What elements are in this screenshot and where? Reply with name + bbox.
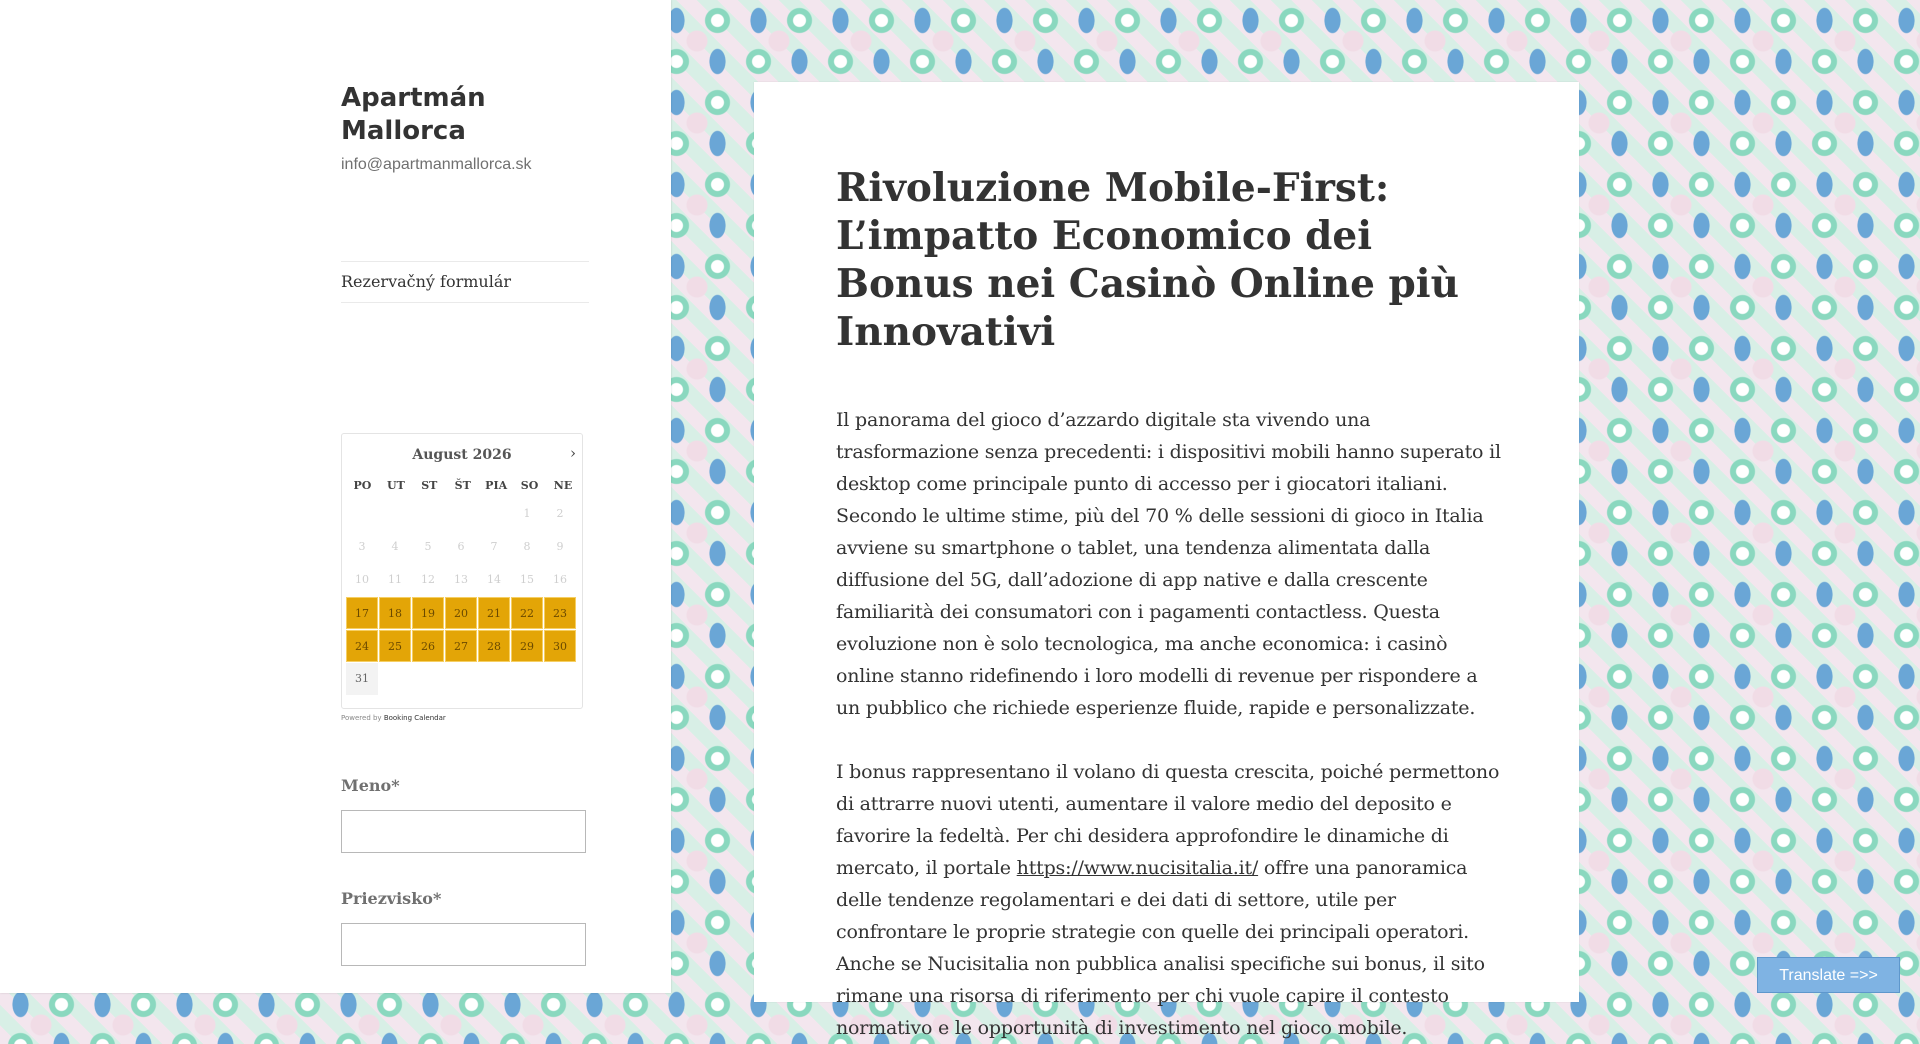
calendar-weekday: SO	[520, 479, 539, 492]
powered-by	[341, 714, 446, 722]
calendar-day[interactable]: 17	[346, 597, 378, 629]
article-title: Rivoluzione Mobile-First: L’impatto Economico dei Bonus nei Casinò Online più Innovativi	[836, 165, 1459, 355]
calendar-day[interactable]: 30	[544, 630, 576, 662]
last-name-label: Priezvisko*	[341, 889, 442, 908]
calendar-day: 7	[490, 540, 498, 553]
calendar-day: 6	[457, 540, 465, 553]
calendar-month-label: August 2026	[412, 447, 512, 463]
paragraph-text: I bonus rappresentano il volano di questa crescita, poiché permettono di attrarre nuovi utenti, aumentare il valore medio del deposito e favorire la fedeltà. Per chi desidera approfondire le dinamiche di mercato, il portale	[836, 761, 1500, 879]
article-card	[754, 82, 1579, 1039]
calendar-week-row	[346, 663, 580, 696]
calendar-day: 15	[520, 573, 534, 586]
calendar-day: 12	[421, 573, 435, 586]
chevron-right-icon[interactable]: ›	[570, 444, 576, 462]
calendar-day: 10	[355, 573, 369, 586]
calendar-weekday: ŠT	[454, 479, 471, 492]
calendar-day: 3	[358, 540, 366, 553]
sidebar	[0, 0, 671, 993]
calendar-day	[412, 498, 444, 530]
calendar-day	[346, 498, 378, 530]
article-paragraph	[836, 756, 1501, 1044]
calendar-day[interactable]: 25	[379, 630, 411, 662]
calendar-day	[379, 498, 411, 530]
calendar-day	[379, 663, 411, 695]
article	[836, 164, 1501, 1044]
calendar-day[interactable]: 28	[478, 630, 510, 662]
first-name-input[interactable]	[341, 810, 586, 853]
calendar-day[interactable]: 26	[412, 630, 444, 662]
calendar-day: 13	[454, 573, 468, 586]
calendar-day: 1	[523, 507, 531, 520]
calendar-day[interactable]: 23	[544, 597, 576, 629]
calendar-week-row	[346, 630, 580, 663]
booking-calendar-link[interactable]: Booking Calendar	[383, 714, 446, 722]
calendar-day	[544, 663, 576, 695]
nucisitalia-link[interactable]: https://www.nucisitalia.it/	[1016, 857, 1259, 879]
site-title[interactable]: Apartmán Mallorca	[341, 83, 486, 146]
calendar-day[interactable]: 27	[445, 630, 477, 662]
calendar-day: 14	[487, 573, 501, 586]
translate-button[interactable]: Translate =>>	[1757, 957, 1900, 993]
last-name-input[interactable]	[341, 923, 586, 966]
calendar-day[interactable]: 21	[478, 597, 510, 629]
calendar-day	[412, 663, 444, 695]
calendar-day: 2	[556, 507, 564, 520]
paragraph-text: offre una panoramica delle tendenze regolamentari e dei dati di settore, utile per confrontare le proprie strategie con quelle dei principali operatori. Anche se Nucisitalia non pubblica analisi specifiche sui bonus, il sito rimane una risorsa di riferimento per chi vuole capire il contesto normativo e le opportunità di investimento nel gioco mobile.	[836, 857, 1485, 1039]
calendar-week-row	[346, 564, 580, 597]
calendar-weekday: ST	[421, 479, 438, 492]
calendar-weekday: PO	[353, 479, 372, 492]
menu-item-reservation-form[interactable]: Rezervačný formulár	[341, 272, 512, 291]
main-menu	[341, 261, 589, 303]
calendar-day[interactable]: 29	[511, 630, 543, 662]
calendar-day: 11	[388, 573, 402, 586]
calendar-day: 5	[424, 540, 432, 553]
calendar-day: 31	[346, 663, 378, 695]
calendar-day: 9	[556, 540, 564, 553]
calendar-weekday: PIA	[485, 479, 508, 492]
calendar-week-row	[346, 531, 580, 564]
calendar-week-row	[346, 498, 580, 531]
calendar-weekday: NE	[553, 479, 573, 492]
calendar-day	[445, 663, 477, 695]
calendar-day[interactable]: 22	[511, 597, 543, 629]
calendar-weekday-row	[346, 474, 580, 498]
calendar-day	[478, 498, 510, 530]
calendar-day	[445, 498, 477, 530]
booking-calendar	[341, 433, 583, 709]
calendar-grid	[346, 474, 580, 696]
calendar-day[interactable]: 20	[445, 597, 477, 629]
calendar-day: 4	[391, 540, 399, 553]
calendar-day	[478, 663, 510, 695]
calendar-day[interactable]: 19	[412, 597, 444, 629]
powered-by-prefix: Powered by	[341, 714, 382, 722]
first-name-label: Meno*	[341, 776, 400, 795]
site-description: info@apartmanmallorca.sk	[341, 156, 532, 173]
calendar-day: 8	[523, 540, 531, 553]
calendar-day[interactable]: 18	[379, 597, 411, 629]
calendar-week-row	[346, 597, 580, 630]
calendar-day	[511, 663, 543, 695]
calendar-day[interactable]: 24	[346, 630, 378, 662]
calendar-day: 16	[553, 573, 567, 586]
calendar-weekday: UT	[386, 479, 405, 492]
article-paragraph: Il panorama del gioco d’azzardo digitale sta vivendo una trasformazione senza precedenti: i dispositivi mobili hanno superato il desktop come principale punto di accesso per i giocatori italiani. Secondo le ultime stime, più del 70 % delle sessioni di gioco in Italia avviene su smartphone o tablet, una tendenza alimentata dalla diffusione del 5G, dall’adozione di app native e dalla crescente familiarità dei consumatori con i pagamenti contactless. Questa evoluzione non è solo tecnologica, ma anche economica: i casinò online stanno ridefinendo i loro modelli di revenue per rispondere a un pubblico che richiede esperienze fluide, rapide e personalizzate.	[836, 409, 1501, 719]
